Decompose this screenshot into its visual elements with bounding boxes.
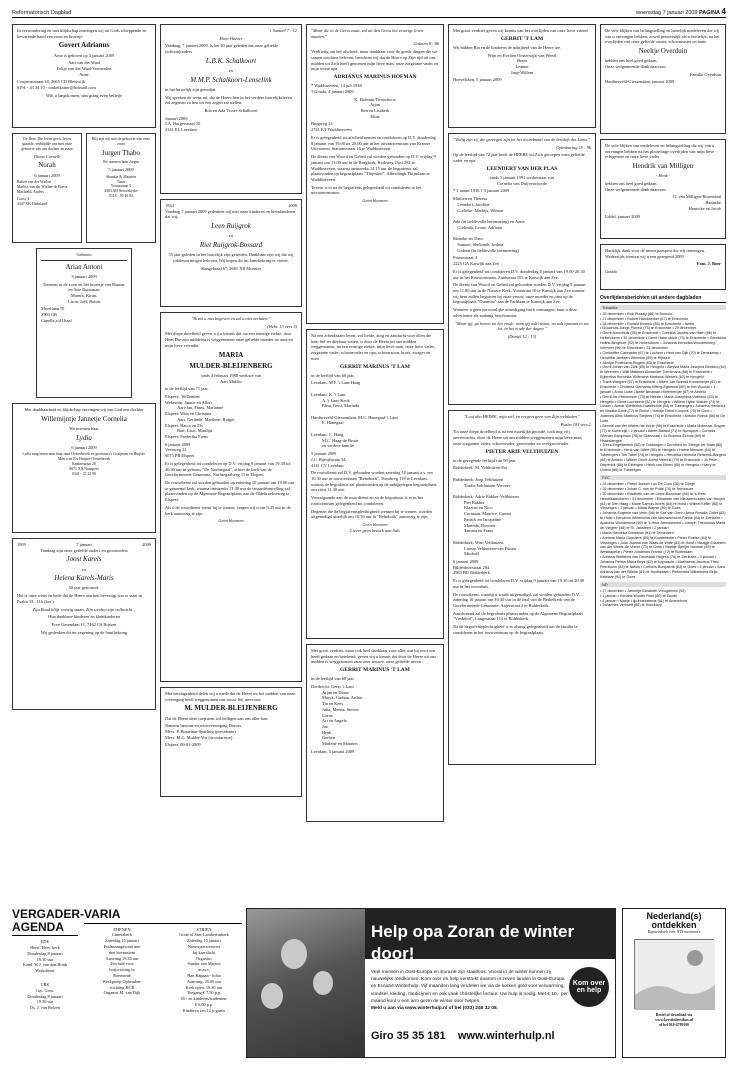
ad-contact [371, 1029, 555, 1043]
spot-title: Nederland(s) ontdekken [646, 911, 702, 930]
obituary-list-other-newspapers [600, 295, 726, 899]
birth-announcement-lydia: Met dankbaarheid en blijdschap ontvingen wij van God een dochter Willemijntje Jannetje Cornelia We noemen haar Lydia 6 januari 2009 Lydia mag heten naar haar oma Oosterbroek en grootoma's Cozijnsen en Huijser. Marco en Els Huijser-Oosterbroek Kuntzestraat 26 8071 XN Nunspeet 0341 - 25 23 90 [12, 403, 156, 533]
child-name: Norah [38, 161, 56, 170]
obituary-t-lam-friends: Met groot verdriet geven wij kennis van het overlijden van onze lieve vriend GERRIT 'T LAM Wij bidden Bia en de kinderen de nabijheid van de Heere toe. Wim en Evelien Oosterwijk-van Weezl Bram Leanne Jaap-Willem Hoevelaken, 5 januari 2009 [448, 24, 596, 128]
child-name: Willemijntje Jannetje Cornelia [41, 414, 127, 423]
landscape-icon [635, 940, 715, 1010]
thanks-boer: Hartelijk dank voor de nieuwjaarspost die wij ontvingen. Wederzijds wensen wij u een gezegend 2009. Fam. J. Boer Gouda [600, 244, 726, 290]
ad-giro: Giro 35 35 181 [371, 1030, 446, 1042]
kom-over-en-help-logo: Kom over en help [569, 967, 609, 1007]
column-3 [306, 24, 444, 827]
child-name: Govert Adrianus [58, 41, 110, 50]
list-entries-nd: • 27 december • Jannetje Elizabeth Vreugdenhil (92) • 1 januari • Hendrik Wouter Roel (80) te Zwolle • 4 januari • Marije Lijp-Hoekstema (81) te Amersfoort • Johannes Verhoeff (85) te Hooddorp [600, 588, 688, 608]
varia-title: VARIA [84, 908, 242, 924]
list-section-tubantia: Tubantia [600, 305, 726, 310]
child-name: Arian Antoni [65, 262, 103, 271]
winterhulp-advertisement[interactable] [246, 908, 616, 1058]
anniversary-ruijgrok: 1934 2009 Vandaag 7 januari 2009 gedenken wij met onze kinderen en kleinkinderen dat wij, Leen Ruijgrok en Riet Ruijgrok-Bossard 55 jaar geleden in het huwelijk zijn getreden. Dankbaar zijn wij dat wij jubileum mogen beleven. Wij hopen dit im familiekring te vieren. Slangekraal 67, 2681 XR Monster [160, 199, 302, 307]
page-number: 4 [721, 6, 726, 16]
anniversary-karels: 1959 7 januari 2009 Vandaag zijn onze geliefde ouders en grootouders Joost Karels en Helena Karels-Maris 50 jaar getrouwd. Het is onze wens en bede dat de Heere aan hen bevestigt wat er staat in Psalm 33 : 11b (ber.): Zijn Raad blijft eeuwig staan, Zijn werken zijn volbracht... Hun dankbare kinderen en kleinkinderen Erve Gesendam 11, 7462 CS Rijssen Wij gedenken dit ter zegening op de familiekring [12, 538, 156, 710]
obituary-hofman: "Maar die in de Geest zaait, zal uit den Geest het eeuwige leven maaien." Galaten 6 : 8b Verdrietig om het afscheid, maar dankbaar voor de goede dingen die we samen mochten beleven, berichten wij dat de Heere op Zijn tijd uit ons midden tot Zich heeft genomen mijn lieve man, onze zorgzame vader en mijn trotse opa ADRIANUS MARINUS HOFMAN * Waddinxveen, 14 juli 1938 † Gouda, 4 januari 2009 K. Hofman-Trouwborst Arjan Ben en Lisabeth Eline Brugweg 13 2741 KT Waddinxveen Er is gelegenheid tot afscheid nemen en condoleren op D.V. donderdag 8 januari van 19.00 tot 20.00 uur in het uitvaartcentrum van Kramer Uitvaarten, Stationsstraat 16 te Waddinxveen. De dienst van Woord en Gebed zal worden gehouden op D.V. vrijdag 9 januari om 13.00 uur in de Brugkerk, Kerkweg Oost 282 te Waddinxveen, waarna omstreeks 14.15 uur de begrafenis zal plaatsvinden op begraafplaats "Thijmhof", Alberdingk Thijmlaan te Waddinxveen. Tevens is er na de begrafenis gelegenheid tot condoleren in het uitvaartcentrum. Geen bloemen [306, 24, 444, 324]
obituary-t-lam-family: Na een arbeidzaam leven, vol liefde, zorg en aandacht voor allen die hem lief en dierbaar waren, is door de Heere uit ons midden weggenomen, na een ernstige ziekte, mijn lieve man, onze lieve vader, zorgzame vader, schoonvader en opa, schoonzoon, broer, zwager en oom GERRIT MARINUS 'T LAM in de leeftijd van 60 jaar. Leerdam: M.F. 't Lam-Haag Leerdam: K. 't Lam A. 't Lam-Steck Elisa, Gerti, Marinda Hardinxveld-Giessendam: M.C. Hanegaaf-'t Lam E. Hanegaaf Leerdam: C. Haag M.C. Haag-de Bruin en verdere familie 5 januari 2009 J.C. Bijnijfstraat 34 4141 CV Leerdam De rouwdienst zal D.V. gehouden worden zaterdag 10 januari a.s. om 10.30 uur in rouwcentrum "Rehoboth", Tiendweg 118 te Leerdam, waarna de begrafenis zal plaatsvinden op de nabijgelegen begraafplaats om circa 11.30 uur. Voorafgaande aan de rouwdienst en na de begrafenis is er in het rouwcentrum gelegenheid tot condoleren. Degenen die de begrafenisplechtigheid wensen bij te wonen, worden uitgenodigd uiterlijk om 10.30 uur in "Rehoboth" aanwezig te zijn. Geen bloemen Liever geen bezoek aan huis [306, 329, 444, 639]
obituary-van-der-plas: "Zalig zijn zij, die gereegen zijn tot het avondmaal van de bruiloft des Lams." Openbaring 19 : 9b Op de leeftijd van 72 jaar heeft de HEERE tot Zich geroepen onze geliefde vader en opa LEENDERT VAN DER PLAS sinds 5 januari 1991 weduwnaar van Cornelia van Duijvenvoorde * 1 maart 1936 † 5 januari 2009 Martien en Theresa Leendert, Jacoline Corlieke, Mathijs, Wilmar Ada (in liefdevolle herinnering) en Anne Corlinda, Leone, Adriaan Rieneke en Theo Samuel, Shekinah, Joshua Gideon (in liefdevolle herinnering) Prinsestraat 4 2225 GA Katwijk aan Zee Er is gelegenheid tot condoleren D.V. donderdag 8 januari van 19.00-20.30 uur in het Rouwcentrum, Zuidstraat 103 te Katwijk aan Zee. De dienst van Woord en Gebed zal gehouden worden D.V. vrijdag 9 januari om 11.00 uur in de Nieuwe Kerk, Voorstraat 10 te Katwijk aan Zee waarna wij hem zullen begraven bij onze vrouw, onze moeder en oma op de begraafplaats "Duinrust" aan de Parklaan te Katwijk aan Zee. Wanneer u geen persoonlijke uitnodiging heeft ontvangen, kunt u deze advertentie als zodanig beschouwen. "Maar gij, ga henen tot het einde, want gij zult rusten, en zult opstaan in uw lot, in het einde der dagen." (Daniël 12 : 13) [448, 133, 596, 405]
ad-photo [247, 909, 365, 1058]
varia-section [84, 908, 242, 1058]
ad-headline: Help opa Zoran de winter door! [371, 922, 575, 964]
column-1 [12, 24, 156, 715]
agenda-title: VERGADER-AGENDA [12, 908, 78, 936]
birth-announcement-arian: Geboren Arian Antoni 3 januari 2009 Namens in de zoon en het broertje van Rianne en Arie Ruissman Marnix, Kiran, Liron, Joël, Robin Merellaan 70 2903 GB Capelle a/d IJssel [36, 248, 132, 398]
obituary-velthuizen: "Loof den HEERE, mijn ziel, en vergeet geen van Zijn weldaden." Psalm 103 vers 2 Tot onze diepe droefheid is na een moeilijke periode, toch nog vrij onverwachts, door de Heere uit ons midden weggenomen mijn lieve man, onze zorgzame vader, schoonvader, grootvader en overgrootvader PIETER ARIE VELTHUIZEN in de gezegende leeftijd van 90 jaar. Ridderkerk: M. Velthuizen-Pot Ridderkerk: Joop Velthuizen Trudie Velthuizen-Verveer Ridderkerk: Adrie Bakker-Velthuizen Piet Bakker Klazine en Nico Corinaan, Maurice, Carina Patrick en Jacqueline Marinda, Rowena Tamara en Frans Ridderkerk: Wim Velthuizen Lisette Velthuizen-van Putten Mitchell 6 januari 2009 Bilderdonrstraat 204 2983 BD Ridderkerk Er is gelegenheid tot condoleren D.V. vrijdag 9 januari van 19.30 tot 20.30 uur in het woonhuis. De rouwdienst, waarbij u wordt uitgenodigd, zal worden gehouden D.V. zaterdag 10 januari om 10.30 uur in de zaal van de Bethelkerk van de Gereformeerde Gemeente, Anjerstraat 2 te Ridderkerk. Aansluitend zal de begrafenis plaatsvinden op de Algemene Begraafplaats "Vredehof", Langestraat 114 te Ridderkerk. Na de begrafenisplechtigheid is er alsnog gelegenheid om de familie te condoleren in het rouwcentrum op de begraafplaats. [448, 410, 596, 765]
nederland-ontdekken-advertisement[interactable] [622, 908, 726, 1058]
column-4 [448, 24, 596, 770]
obituary-dorcas: Met verslagenheid delen wij u mede dat de Heere uit het midden van onze vereniging heeft weggenomen ons trouw lid, mevrouw M. MULDER-BLEIJENBERG Dat de Heere deze roepstem wil heiligen aan ons aller hart. Namens bestuur en rouwvereniging Dorcas, Mevr. P. Bosteinar-Sparling (presidente) Mevr. M.C. Mulder-Vos (secretaresse) Elspeet, 06-01-2009 [160, 687, 302, 797]
varia-item-ehenen: EHENEN Cuneraberk Zaterdag 10 januari Psalmzangavond met met bovenstem Aanvang 19.30 uur Ten bate voor huijsvesting in Roemenië Werkgroep Ophenden- stichting HCR Organist M. van Dijk [102, 926, 142, 996]
column-2 [160, 24, 302, 802]
meeting-agenda [12, 907, 85, 1058]
list-section-nd: ND [600, 582, 726, 587]
book-cover-image [634, 939, 714, 1009]
list-entries-tubantia: • 25 december • Rob Pizaaly (88) te Borculo • 27 december • Robert Handwerker (87) te Enschede • 28 december • Ronald Everink (56) te Enschede • Iwebe • Bouwhuis-Junge Porrink (75) te Enschede • 29 december • Gerrit Noordhuis (93) te Enschede • Corelina Jacobs-van Harn (86) te Hellendoorn • 30 december • Gerrit Hane-dirink (79) te Enschede • Gerritdina Holink-Berghuer (92) te Hellendoorn • Johanna Hendrika Woudenberg-Vermeer (96) te Enschede • 31 december • Christoffer Cancaster (67) te Lochem • Hent van Dijk (70) te Denekamp • Hendrika Janssen-Weenink (89) te Rijssen • Jannjie Posthuma-Rogatti (83) te Enschede • Gerrit Johan van Zalk (80) te Hengelo • Aleysia Maria Josepha Beckinq (82) te Weerden • Willi Matthias Alexander Tiemtmans (88) te Enschede • Egbertina Hendrika Willemina Martinus-Winters (62) te Hengelo • Trans Wargers (67) te Enschede • Albert Jan Boerad Kronemeijer (82) te Enschede • Christina Gerharda Effting-Egberink (89) te Het Woolde • 1 januari • Anna Luise Lisette Bestman-Hinterberger (87) te Almelo • Gerrit Jan Helmerson (75) te Neede • Maria Josephina Volkland (83) te Hengelo • Gerrit Loorbeeur (82) te Hengelo • Willem Hylke Walder (74) te Losser • Aleide Wiefferink-Haselhofde (94) te Tubbergen • Johanna Hendrica ter Braake-Brink (72) te Borne • Helotje Drent-Koopink (70) te Goor • Joannes Alfric Martinus Sleijters (76) te Enschede • Antoon Roeck (86) te De Lutte • Bennie van der Wielen ter Horst (90) te Enschede • Maria Molenaar-Snyper (77) te Kortereijk • 2 januari • Albert Baltast (71) te Nunspeet • Cornelis Wierder Kampman (78) te Oldenzaal • Jo Boerma-Ezhuis (89) te Haaksbergen • Trees Engelbertink (83) te Tubbergen • Dorothea ter Steege-ter Maat (85) te Enschede • Henk van Ulfert (85) te Hengelo • Harrie Menuen (64) te Tubbergen • Ton Tabel (74) te Hengelo • Hendrika Hermina Reiterink-Bargers (83) te Almelo • Willem Gerrit Arend Veerink (79) te Enschede • Jo Pelle-Dieperink (86) te Eibergen • Henk van Eibert (85) te Hengelo • Harry te Lintelo (88) te Tubbergen [600, 311, 726, 472]
varia-item-strien: STRIEN Grote of Sint-Lambertuskerk Zaterdag 10 januari Nieuwjaarsconcert bij kaarslicht Organist: Sander van Marion m.m.v. Han Kapaan - hobo Aanvang: 20.00 uur Kerk open: 19.30 uur Toegang € 7,50 p.p. 65+ en kinderen/studenten: € 6,00 p.p. Kinderen t/m 12 jr gratis [179, 926, 229, 1013]
list-title: Overlijdensberichten uit andere dagbladen [600, 295, 726, 303]
list-section-pzc: PZC [600, 475, 726, 480]
column-5 [600, 24, 726, 899]
page-header [12, 8, 726, 18]
thanks-van-milligen: De vele blijken van medeleven en belangstelling die wij van u ontvangen hebben na het plotselinge overlijden van mijn lieve echtgenote en onze lieve vader Hendrik van Milligen - Henk - hebben ons heel goed gedaan. Onze welgemeende dank daarvoor. G. van Milligen-Rozendaal Hanneke Henricke en Jacob Uddel, januari 2009 [600, 139, 726, 239]
ad-website-link[interactable]: www.winterhulp.nl [457, 1030, 555, 1042]
birth-announcement-norah: De Heer, Die leven geeft, leven spaarde, verblijdde ons met onze geboorte van ons dochter en zusje Thona Cornelli Norah 6 januari 2009 Ruben van der Wielen Marliss van der Wielen-de Boesz Machteld, Anders Coasy 4 3347 XK Dirksland [12, 133, 82, 243]
child-name: Jurgen Thabo [101, 148, 141, 157]
list-entries-pzc: • 29 december • Pieter Joseph Lou De Cock (26) te Clinge • 29 december • Johan C. van de Potte (74) te Ternezuze • 30 december • Elisabeth van de Linde-Bozeman (86) te 's-Heer Hendrikskinderen • 31 december • Elisabeth van Nieuwenhuizen-van Bruyne (83) te Den Haag • Marie Samun-Invers (84) te Hulst • Willem Keller (85) te Vlissingen • 1 januari • Maria Wapse (89) te Goes • Johanna Eugenie van Veen (98) te Sas van Gent • Anna Rosalia Collet (83) te Hulst • Hendrina Wilhelmina van Nieuwenhuize-Fanhe (94) te Zierikzee • Apolonia Wondersma (69) te 's-Heer Arendskerke • Joseph Theodorus Maria de Vlegeer (58) te St. Jansteen • 2 januari • Maria Hendrika Dieleman (81) te Terneuzen • Adriana Maria Goosliers (85) te Koudekerke • Pieter Roelse (84) te Vlissingen • Julia Joanna van Waas-de Witte (83) te Hulst • Maagje Elizabeth van der Weele-de Vrieze (73) te Goes • Neeltje Speijer-Heiman (89) te Westkapelle • Pieter Johannes Franse (72) te Rotterdam • Adriana Steffelina van Doorslaar-Huijens (76) te Zierikzee • 3 januari • Johanna Petrus Maria Boys (62) te Kapwacht • Matthaeus Jacobus Theo Peerboom (83) te Nieuw • Cornelis Bongaerts (83) te Goes • 4 januari • Sara Adriana van der Silleke (81) te Hoofdplaat • Pieternella Wilhelmina Beije-Ketelaar (92) te Goes [600, 482, 726, 579]
obituary-t-lam-dordrecht: Met groot verdriet, maar ook heel dankbaar voor alles wat hij voor ons heeft gedaan en betekend, geven wij u kennis dat door de Heere uit ons midden is weggenomen onze zeer trouwe, onze geliefde neven GERRIT MARINUS 'T LAM in de leeftijd van 60 jaar. Dordrecht: Gerry 't Lam Arjan en Diane Maryk, Gudian, Arthur Tin en Kees Julia, Meena, Steven Corno Ari en Angela Joo Henk Gerben Marlene en Maarten Leerdam, 5 januari 2009 [306, 644, 444, 822]
spot-subtitle: Kapiteinboek voor NTS-mentrout's [647, 930, 701, 934]
spot-order-info: Bestel of download via www.kerstinfeestbox.nl of bel 010-4709190 [655, 1012, 693, 1027]
obituary-mulder-bleijenberg: "Ik zal u niet begeven en zal u niet verlaten." (Hebr. 13 vers 5) Met diepe droefheid geven wij u kennis dat, na een ernstige ziekte, door Hem Die zijn middelen is weggenomen onze geliefde moeder en oma en mijn lieve vriendin MARIA MULDER-BLEIJENBERG sinds 4 februari 1988 weduwe van Aart Mulder in de leeftijd van 71 jaar. Elspeet: Willemien Wekerom: Jannie en Allert Aart-Jan, Frans, Marianne Elspeet: Wim en Christina Aart, Gertinde, Marilene, Rutger Elspeet: Harco en Els Bart, Lisei, Marilijn Elspeet: Frederika Frens 6 januari 2009 Veenweg 31 6075 PR Elspeet Er is gelegenheid tot condoleren op D.V. vrijdag 9 januari van 19.30 tot 20.30 uur in gebouw "De Nachtegaal", achter de kerk van de Gereformeerde Gemeente, Nachtegaalweg 11 te Elspeet. De rouwdienst zal worden gehouden op zaterdag 10 januari om 10.00 uur in genoemd kerk, waarna omstreeks 11.30 uur de teraardebestelling zal plaatsvinden op de Algemene Begraafplaats aan de Oldebroekseweg te Elspeet. Als u de rouwdienst wenst bij te wonen, vragen wij u om 9.45 uur in de kerk aanwezig te zijn. Geen bloemen [160, 312, 302, 682]
ad-body: Veel mensen in Oost-Europa en Eurazië zijn staatloos. Vooral in de winter kunnen zij nauwelijks rondkomen. Kom over en help verstrekt daarom in zeven landen in Oost-Europa en Eurazië Winterhulp. Vijf maanden lang verdelen we via de kerken geld voor verwarming, voedsel, kleding, medicijnen en ook vaak christelijke lectuur. Uw hulp is nodig. Met € 10,- per maand kunt u een arm gezin de winter door helpen. Meld u aan via www.winterhulp.nl of bel (033) 246 32 08. [371, 970, 568, 1011]
birth-announcement-govert: In verwondering en met blijdschap ontvingen wij uit Gods scheppende en bewarende hand een zoon en broertje Govert Adrianus Arno is geboren op 3 januari 2009 Aart van der Waal Fokje van der Waal-Vermeulen Anne Couperusstraat 18, 2665 CD Bleiswijk 0191 - 43 34 10 - touketkarter@hotmail.com Wilt u langskomen, dan graag even belletje [12, 24, 156, 128]
agenda-item-urk: URK Ger. Gem. Donderdag 8 januari 19.30 uur Ds. J. van Belzen [27, 981, 63, 1011]
newspaper-name: Reformatorisch Dagblad [12, 9, 72, 16]
anniversary-schalkoort: 1 Samuël 7 : 12 Eben-Haëzer Vandaag, 7 januari 2009, is het 40 jaar geleden dat onze geliefde (schoon)ouders L.B.K. Schalkoort en M.M.P. Schalkoort-Lenselink in het huwelijk zijn getreden. Wij spreken de wens uit, dat de Heere hen in het verdere huwelijksleven zal zegenen en hen tot een zegen zal stellen. Rob en Ada Visser-Schalkoort Januari 2009 J.A. Burgerstraat 20 4141 EL Leerdam [160, 24, 302, 194]
agenda-item-ede: EDE Herst. Herv. kerk Donderdag 8 januari 19.30 uur Kand. W.J. van den Brink Werkdienst [22, 939, 68, 974]
page-date: woensdag 7 januari 2009 PAGINA 4 [636, 6, 726, 16]
thanks-overduin: De vele blijken van belangstelling en hartelijk medeleven die wij van u ontvingen hebben, zowel persoonlijk als schriftelijk, na het overlijden van onze geliefde zuster, schoonzuster en tante Neeltje Overduin hebben ons heel goed gedaan. Onze welgemeende dank daarvoor. Familie Overduin Hardinxveld-Giessendam, januari 2009 [600, 24, 726, 134]
birth-announcement-jurgen: Blij zijn wij met de geboorte van onze zoon Jurgen Thabo We noemen hem Jurgen 5 januari 2009 Shaukie & Maarten Tanis Vroonstraat 5 4383 AD Serooskerke 0118 - 59 40 84 [86, 133, 156, 243]
